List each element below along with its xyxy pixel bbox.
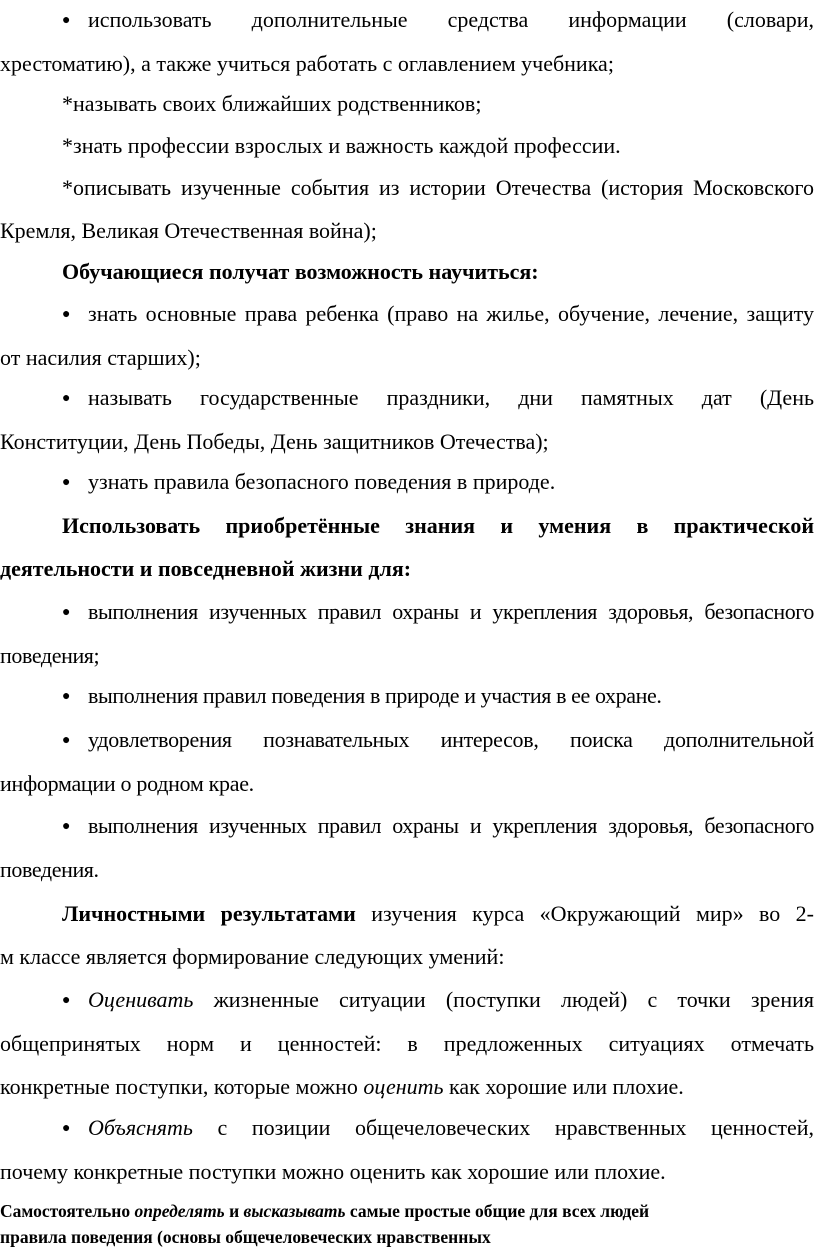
- paragraph-text: Кремля, Великая Отечественная война);: [0, 218, 377, 243]
- paragraph: [0, 1198, 800, 1250]
- paragraph: [0, 82, 814, 125]
- paragraph-text: выполнения изученных правил охраны и укрепления здоровья, безопасного: [88, 599, 814, 624]
- paragraph-text: конкретные поступки, которые можно: [0, 1074, 364, 1099]
- paragraph-text: от насилия старших);: [0, 345, 201, 370]
- emphasis-text: высказывать: [243, 1201, 346, 1221]
- paragraph-text: правила поведения (основы общечеловеческих нравственных: [0, 1227, 491, 1247]
- paragraph-text: самые простые общие для всех людей: [345, 1201, 650, 1221]
- section-heading: [0, 504, 814, 590]
- paragraph-text: общепринятых норм и ценностей: в предложенных ситуациях отмечать: [0, 1031, 814, 1056]
- emphasis-text: Объяснять: [88, 1115, 193, 1140]
- paragraph-text: м классе является формирование следующих умений:: [0, 944, 505, 969]
- paragraph-text: узнать правила безопасного поведения в природе.: [88, 469, 556, 494]
- paragraph-text: поведения;: [0, 643, 100, 668]
- paragraph-text: выполнения правил поведения в природе и участия в ее охране.: [88, 683, 662, 708]
- list-item: [0, 718, 814, 805]
- paragraph-text: *называть своих ближайших родственников;: [62, 91, 482, 116]
- list-item: [0, 460, 814, 504]
- emphasis-text: Личностными результатами: [62, 901, 356, 926]
- list-item: [0, 0, 814, 85]
- paragraph-text: жизненные ситуации (поступки людей) с точки зрения: [193, 987, 814, 1012]
- paragraph-text: как хорошие или плохие.: [443, 1074, 684, 1099]
- section-heading: [0, 250, 814, 293]
- bullet-icon: ●: [62, 733, 71, 748]
- paragraph-text: знать основные права ребенка (право на жилье, обучение, лечение, защиту: [88, 301, 814, 326]
- emphasis-text: определять: [134, 1201, 225, 1221]
- emphasis-text: оценить: [363, 1074, 444, 1099]
- heading-text: Обучающиеся получат возможность научиться:: [62, 259, 539, 284]
- paragraph-text: использовать дополнительные средства информации (словари,: [88, 7, 814, 32]
- list-item: [0, 590, 814, 677]
- paragraph-text: почему конкретные поступки можно оценить как хорошие или плохие.: [0, 1159, 666, 1184]
- paragraph-text: *описывать изученные события из истории Отечества (история Московского: [62, 175, 814, 200]
- paragraph-text: и: [224, 1201, 244, 1221]
- list-item: [0, 1106, 814, 1193]
- list-item: [0, 978, 814, 1108]
- paragraph-text: с позиции общечеловеческих нравственных ценностей,: [192, 1115, 814, 1140]
- heading-text: Использовать приобретённые знания и умения в практической: [62, 513, 814, 538]
- list-item: [0, 292, 814, 379]
- bullet-icon: ●: [62, 307, 71, 322]
- paragraph: [0, 124, 814, 167]
- paragraph-text: информации о родном крае.: [0, 771, 254, 796]
- paragraph-text: изучения курса «Окружающий мир» во 2-: [355, 901, 814, 926]
- bullet-icon: ●: [62, 13, 71, 28]
- paragraph-text: Конституции, День Победы, День защитников Отечества);: [0, 429, 549, 454]
- list-item: [0, 804, 814, 891]
- paragraph-text: называть государственные праздники, дни памятных дат (День: [88, 385, 814, 410]
- bullet-icon: ●: [62, 1121, 71, 1136]
- paragraph-text: выполнения изученных правил охраны и укрепления здоровья, безопасного: [88, 813, 814, 838]
- emphasis-text: Оценивать: [88, 987, 194, 1012]
- bullet-icon: ●: [62, 993, 71, 1008]
- list-item: [0, 376, 814, 463]
- paragraph: [0, 892, 814, 978]
- paragraph-text: удовлетворения познавательных интересов, поиска дополнительной: [88, 727, 814, 752]
- bullet-icon: ●: [62, 689, 71, 704]
- heading-text: деятельности и повседневной жизни для:: [0, 556, 412, 581]
- bullet-icon: ●: [62, 475, 71, 490]
- bullet-icon: ●: [62, 605, 71, 620]
- paragraph-text: поведения.: [0, 857, 99, 882]
- paragraph-text: хрестоматию), а также учиться работать с оглавлением учебника;: [0, 51, 614, 76]
- list-item: [0, 674, 814, 718]
- paragraph-text: *знать профессии взрослых и важность каждой профессии.: [62, 133, 621, 158]
- paragraph-text: Самостоятельно: [0, 1201, 135, 1221]
- paragraph: [0, 166, 814, 252]
- bullet-icon: ●: [62, 391, 71, 406]
- bullet-icon: ●: [62, 819, 71, 834]
